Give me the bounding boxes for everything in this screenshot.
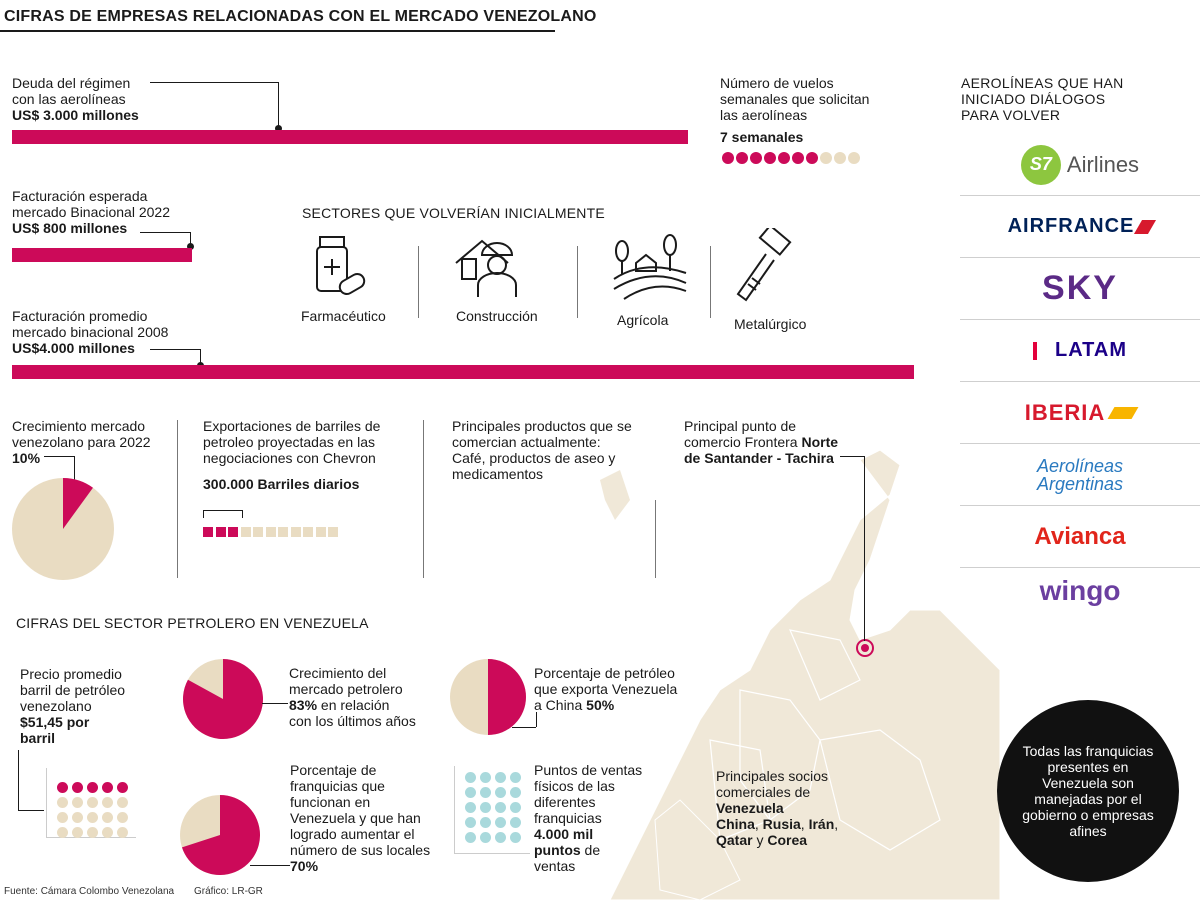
flights-dots (722, 152, 872, 166)
franchises-leader (250, 865, 290, 866)
sector-divider-1 (418, 246, 419, 318)
points-dot (510, 802, 521, 813)
billing2008-label: Facturación promedio mercado binacional 2008 US$4.000 millones (12, 308, 169, 356)
export-square (241, 527, 251, 537)
construction-worker-icon (452, 233, 532, 303)
price-dot (87, 812, 98, 823)
export-square (278, 527, 288, 537)
divider-c (655, 500, 656, 578)
billing2022-leader-h (140, 232, 190, 233)
farm-icon (610, 233, 690, 303)
oil-price-dots (46, 768, 136, 838)
growth2022-leader-h (44, 456, 74, 457)
points-dot (510, 817, 521, 828)
points-dot (510, 787, 521, 798)
logo-wingo: wingo (1039, 575, 1121, 606)
products-label: Principales productos que se comercian actualmente: Café, productos de aseo y medicamentos (452, 418, 632, 482)
points-dot (465, 817, 476, 828)
billing2008-bar (12, 365, 914, 379)
points-dot (495, 787, 506, 798)
exports-squares (203, 527, 353, 539)
s7-badge: S7 (1021, 145, 1061, 185)
points-dots (454, 766, 530, 854)
flight-dot (736, 152, 748, 164)
border-label: Principal punto de comercio Frontera Norte de Santander - Tachira (684, 418, 839, 466)
flight-dot (764, 152, 776, 164)
footer-source: Fuente: Cámara Colombo Venezolana (4, 886, 175, 897)
footer-graphic: Gráfico: LR-GR (194, 886, 263, 897)
points-dot (495, 772, 506, 783)
price-dot (102, 782, 113, 793)
logo-iberia: IBERIA (960, 382, 1200, 444)
oil-title: CIFRAS DEL SECTOR PETROLERO EN VENEZUELA (16, 615, 369, 631)
china-leader (512, 727, 536, 728)
logo-aerolineas-argentinas: Aerolíneas Argentinas (960, 444, 1200, 506)
sector-divider-3 (710, 246, 711, 318)
china-leader-v (536, 712, 537, 727)
price-dot (117, 812, 128, 823)
border-leader-line (864, 456, 865, 641)
franchises-label: Porcentaje de franquicias que funcionan en Venezuela y que han logrado aumentar el número de sus locales 70% (290, 762, 431, 874)
hammer-icon (732, 228, 802, 303)
price-dot (87, 797, 98, 808)
logo-airfrance: AIRFRANCE (960, 196, 1200, 258)
price-dot (57, 812, 68, 823)
sector-metal-label: Metalúrgico (734, 316, 807, 332)
export-square (203, 527, 213, 537)
debt-bar (12, 130, 688, 144)
oil-growth-pie (183, 659, 263, 739)
franchises-pie (180, 795, 260, 875)
partners-label: Principales socios comerciales de Venezuela China, Rusia, Irán, Qatar y Corea (716, 768, 839, 848)
oil-price-bracket-h (18, 810, 44, 811)
medicine-icon (305, 233, 375, 303)
flight-dot (722, 152, 734, 164)
flight-dot (820, 152, 832, 164)
flight-dot (778, 152, 790, 164)
oil-price-label: Precio promedio barril de petróleo venezolano $51,45 por barril (20, 666, 126, 746)
debt-label: Deuda del régimen con las aerolíneas US$ 3.000 millones (12, 75, 139, 123)
growth2022-label: Crecimiento mercado venezolano para 2022 10% (12, 418, 151, 466)
debt-leader-h (150, 82, 278, 83)
points-dot (480, 817, 491, 828)
oil-growth-label: Crecimiento del mercado petrolero 83% en relación con los últimos años (289, 665, 416, 729)
logo-sky: SKY (960, 258, 1200, 320)
sector-construction-label: Construcción (456, 308, 538, 324)
debt-leader-v (278, 82, 279, 128)
page-title: CIFRAS DE EMPRESAS RELACIONADAS CON EL MERCADO VENEZOLANO (4, 8, 597, 25)
oil-growth-leader (262, 703, 288, 704)
export-square (216, 527, 226, 537)
export-square (328, 527, 338, 537)
flight-dot (806, 152, 818, 164)
divider-b (423, 420, 424, 578)
flight-dot (834, 152, 846, 164)
price-dot (87, 782, 98, 793)
border-leader-h (840, 456, 865, 457)
china-pie (450, 659, 526, 735)
exports-bracket (203, 510, 243, 518)
growth2022-pie (12, 478, 114, 580)
china-label: Porcentaje de petróleo que exporta Venezuela a China 50% (534, 665, 678, 713)
billing2022-bar (12, 248, 192, 262)
points-dot (480, 832, 491, 843)
china-value-slice (488, 659, 526, 735)
price-dot (117, 827, 128, 838)
franchise-note-text: Todas las franquicias presentes en Venezuela son manejadas por el gobierno o empresas afines (1022, 743, 1154, 839)
export-square (303, 527, 313, 537)
points-dot (480, 802, 491, 813)
points-dot (465, 772, 476, 783)
sector-pharma-label: Farmacéutico (301, 308, 386, 324)
price-dot (102, 812, 113, 823)
price-dot (102, 797, 113, 808)
flight-dot (750, 152, 762, 164)
exports-label: Exportaciones de barriles de petroleo proyectadas en las negociaciones con Chevron 300.000 Barriles diarios (203, 418, 381, 492)
points-dot (510, 832, 521, 843)
points-dot (495, 817, 506, 828)
price-dot (72, 782, 83, 793)
points-label: Puntos de ventas físicos de las diferentes franquicias 4.000 mil puntos de ventas (534, 762, 643, 874)
price-dot (102, 827, 113, 838)
flight-dot (792, 152, 804, 164)
export-square (291, 527, 301, 537)
franchise-note-circle (997, 700, 1179, 882)
logo-s7-airlines: S7 Airlines (960, 134, 1200, 196)
price-dot (87, 827, 98, 838)
billing2008-leader-h (150, 349, 200, 350)
flight-dot (848, 152, 860, 164)
price-dot (117, 782, 128, 793)
price-dot (57, 782, 68, 793)
points-dot (465, 787, 476, 798)
points-dot (510, 772, 521, 783)
sector-agri-label: Agrícola (617, 312, 669, 328)
title-underline (0, 30, 555, 32)
price-dot (57, 827, 68, 838)
points-dot (465, 802, 476, 813)
export-square (316, 527, 326, 537)
export-square (266, 527, 276, 537)
flights-label: Número de vuelos semanales que solicitan las aerolíneas 7 semanales (720, 75, 870, 145)
price-dot (117, 797, 128, 808)
points-dot (495, 832, 506, 843)
points-dot (480, 772, 491, 783)
divider-a (177, 420, 178, 578)
sector-divider-2 (577, 246, 578, 318)
oil-price-bracket-v (18, 750, 19, 810)
airlines-title: AEROLÍNEAS QUE HAN INICIADO DIÁLOGOS PARA VOLVER (961, 75, 1124, 123)
logo-latam: LATAM (960, 320, 1200, 382)
points-dot (465, 832, 476, 843)
sectors-title: SECTORES QUE VOLVERÍAN INICIALMENTE (302, 205, 605, 221)
price-dot (72, 797, 83, 808)
export-square (228, 527, 238, 537)
export-square (253, 527, 263, 537)
logo-avianca: Avianca (960, 506, 1200, 568)
price-dot (72, 827, 83, 838)
price-dot (72, 812, 83, 823)
billing2022-label: Facturación esperada mercado Binacional 2022 US$ 800 millones (12, 188, 170, 236)
price-dot (57, 797, 68, 808)
points-dot (495, 802, 506, 813)
points-dot (480, 787, 491, 798)
